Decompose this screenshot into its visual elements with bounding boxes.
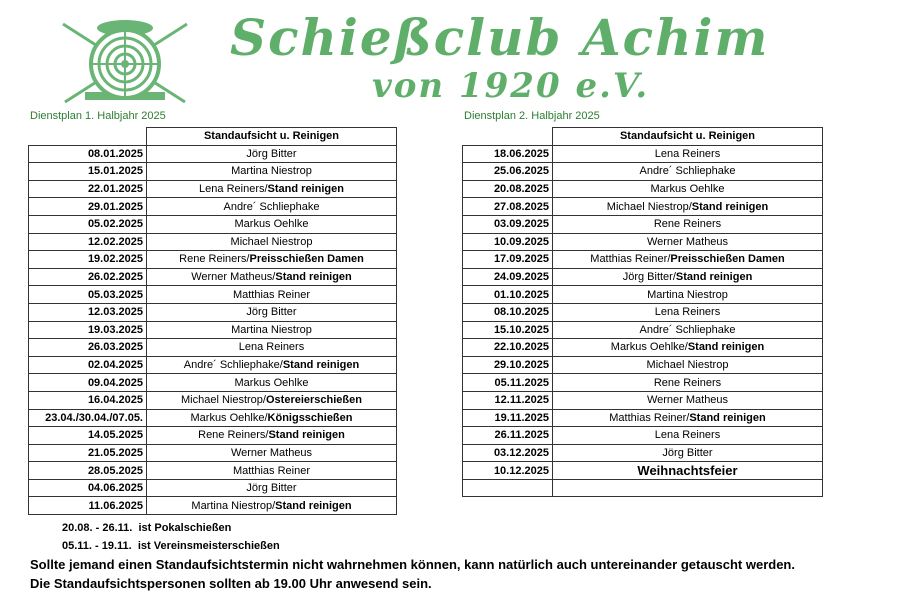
person-name: Lena Reiners	[654, 306, 721, 319]
footer-line: Die Standaufsichtspersonen sollten ab 19.00 Uhr anwesend sein.	[30, 576, 432, 591]
club-subtitle: von 1920 e.V.	[372, 66, 650, 106]
duty-cell	[147, 233, 397, 251]
table-row	[29, 479, 397, 497]
task-label: Stand reinigen	[268, 429, 345, 442]
person-name: Jörg Bitter	[662, 446, 713, 459]
duty-cell	[147, 409, 397, 427]
duty-cell	[553, 321, 823, 339]
duty-cell	[147, 163, 397, 181]
date-cell: 28.05.2025	[29, 462, 147, 480]
date-cell: 01.10.2025	[463, 286, 553, 304]
duty-cell	[553, 479, 823, 497]
person-name: Markus Oehlke	[650, 183, 725, 196]
table-row	[29, 374, 397, 392]
date-cell: 22.01.2025	[29, 180, 147, 198]
duty-cell	[553, 180, 823, 198]
date-cell: 12.02.2025	[29, 233, 147, 251]
date-cell: 08.01.2025	[29, 145, 147, 163]
header-spacer	[29, 128, 147, 146]
schedule-table-second-half	[462, 127, 823, 497]
task-label: Preisschießen Damen	[670, 253, 785, 266]
person-name: Rene Reiners	[653, 218, 722, 231]
date-cell: 05.11.2025	[463, 374, 553, 392]
duty-cell	[553, 391, 823, 409]
person-name: Rene Reiners/	[198, 429, 269, 442]
date-cell: 24.09.2025	[463, 268, 553, 286]
duty-cell	[553, 427, 823, 445]
duty-cell	[147, 268, 397, 286]
person-name: Martina Niestrop	[647, 288, 728, 301]
table-row	[463, 339, 823, 357]
duty-cell	[553, 462, 823, 480]
date-cell: 14.05.2025	[29, 427, 147, 445]
date-cell: 08.10.2025	[463, 303, 553, 321]
date-cell: 26.03.2025	[29, 339, 147, 357]
date-cell: 12.03.2025	[29, 303, 147, 321]
date-cell: 15.01.2025	[29, 163, 147, 181]
date-cell: 18.06.2025	[463, 145, 553, 163]
duty-cell	[147, 198, 397, 216]
date-cell: 26.02.2025	[29, 268, 147, 286]
duty-cell	[147, 321, 397, 339]
task-label: Stand reinigen	[687, 341, 765, 354]
note-line: 05.11. - 19.11. ist Vereinsmeisterschießen	[62, 540, 280, 552]
person-name: Andre´ Schliephake	[639, 323, 736, 336]
date-cell: 29.10.2025	[463, 356, 553, 374]
person-name: Lena Reiners/	[199, 183, 268, 196]
person-name: Markus Oehlke	[234, 218, 309, 231]
date-cell: 12.11.2025	[463, 391, 553, 409]
table-row	[29, 303, 397, 321]
person-name: Martina Niestrop	[231, 323, 312, 336]
duty-cell	[553, 215, 823, 233]
person-name: Lena Reiners	[654, 147, 721, 160]
notes	[62, 519, 280, 555]
duty-cell	[147, 374, 397, 392]
duty-cell	[147, 497, 397, 515]
date-cell: 10.12.2025	[463, 462, 553, 480]
person-name: Matthias Reiner	[232, 464, 311, 477]
date-cell: 19.03.2025	[29, 321, 147, 339]
table-row	[29, 180, 397, 198]
schedule-table-first-half	[28, 127, 397, 515]
duty-cell	[553, 163, 823, 181]
person-name: Jörg Bitter	[246, 482, 297, 495]
duty-cell	[147, 180, 397, 198]
table-row	[29, 268, 397, 286]
duty-cell	[553, 145, 823, 163]
date-cell	[463, 479, 553, 497]
date-cell: 20.08.2025	[463, 180, 553, 198]
duty-cell	[147, 444, 397, 462]
table-row	[463, 303, 823, 321]
table-row	[29, 462, 397, 480]
duty-cell	[147, 479, 397, 497]
table-row	[463, 268, 823, 286]
column-header: Standaufsicht u. Reinigen	[147, 128, 397, 146]
duty-cell	[553, 409, 823, 427]
duty-cell	[553, 444, 823, 462]
person-name: Werner Matheus	[230, 446, 313, 459]
duty-cell	[147, 427, 397, 445]
person-name: Matthias Reiner/	[590, 253, 671, 266]
right-caption: Dienstplan 2. Halbjahr 2025	[464, 110, 600, 122]
table-row	[463, 427, 823, 445]
person-name: Markus Oehlke/	[190, 411, 268, 424]
table-row	[463, 479, 823, 497]
table-row	[463, 233, 823, 251]
table-row	[463, 163, 823, 181]
date-cell: 27.08.2025	[463, 198, 553, 216]
person-name: Andre´ Schliephake/	[183, 359, 283, 372]
date-cell: 05.02.2025	[29, 215, 147, 233]
duty-cell	[553, 339, 823, 357]
date-cell: 21.05.2025	[29, 444, 147, 462]
date-cell: 11.06.2025	[29, 497, 147, 515]
person-name: Michael Niestrop	[646, 359, 729, 372]
table-row	[29, 391, 397, 409]
date-cell: 03.09.2025	[463, 215, 553, 233]
table-row	[463, 145, 823, 163]
task-label: Stand reinigen	[275, 499, 352, 512]
date-cell: 05.03.2025	[29, 286, 147, 304]
duty-cell	[147, 303, 397, 321]
note-line: 20.08. - 26.11. ist Pokalschießen	[62, 522, 232, 534]
person-name: Andre´ Schliephake	[223, 200, 320, 213]
table-row	[29, 251, 397, 269]
date-cell: 02.04.2025	[29, 356, 147, 374]
date-cell: 29.01.2025	[29, 198, 147, 216]
date-cell: 17.09.2025	[463, 251, 553, 269]
date-cell: 10.09.2025	[463, 233, 553, 251]
table-row	[463, 321, 823, 339]
person-name: Michael Niestrop	[230, 235, 313, 248]
person-name: Markus Oehlke	[234, 376, 309, 389]
footer-line: Sollte jemand einen Standaufsichtstermin nicht wahrnehmen können, kann natürlich auch untereinander getauscht werden.	[30, 557, 795, 572]
task-label: Stand reinigen	[267, 183, 344, 196]
footer	[30, 555, 795, 593]
club-title: Schießclub Achim	[230, 8, 770, 67]
duty-cell	[147, 391, 397, 409]
header-spacer	[463, 128, 553, 146]
person-name: Martina Niestrop/	[191, 499, 276, 512]
person-name: Michael Niestrop/	[606, 200, 692, 213]
table-row	[29, 339, 397, 357]
person-name: Matthias Reiner/	[609, 411, 690, 424]
duty-cell	[147, 462, 397, 480]
table-row	[29, 356, 397, 374]
duty-cell	[553, 303, 823, 321]
task-label: Preisschießen Damen	[249, 253, 364, 266]
task-label: Stand reinigen	[689, 411, 766, 424]
duty-cell	[553, 233, 823, 251]
duty-cell	[147, 145, 397, 163]
task-label: Stand reinigen	[282, 359, 360, 372]
table-row	[463, 251, 823, 269]
person-name: Lena Reiners	[238, 341, 305, 354]
table-row	[463, 198, 823, 216]
table-row	[29, 233, 397, 251]
table-row	[463, 462, 823, 480]
date-cell: 19.11.2025	[463, 409, 553, 427]
table-row	[463, 391, 823, 409]
table-row	[463, 286, 823, 304]
person-name: Werner Matheus/	[191, 271, 276, 284]
date-cell: 26.11.2025	[463, 427, 553, 445]
table-row	[29, 444, 397, 462]
date-cell: 15.10.2025	[463, 321, 553, 339]
date-cell: 25.06.2025	[463, 163, 553, 181]
table-row	[463, 356, 823, 374]
task-label: Ostereierschießen	[265, 394, 362, 407]
person-name: Rene Reiners/	[179, 253, 250, 266]
date-cell: 03.12.2025	[463, 444, 553, 462]
task-label: Weihnachtsfeier	[637, 462, 738, 478]
task-label: Stand reinigen	[275, 271, 352, 284]
date-cell: 16.04.2025	[29, 391, 147, 409]
task-label: Stand reinigen	[675, 271, 753, 284]
table-row	[463, 409, 823, 427]
duty-cell	[553, 198, 823, 216]
table-row	[29, 198, 397, 216]
column-header: Standaufsicht u. Reinigen	[553, 128, 823, 146]
table-row	[29, 497, 397, 515]
task-label: Stand reinigen	[691, 200, 769, 213]
table-row	[29, 145, 397, 163]
table-row	[29, 215, 397, 233]
duty-cell	[553, 286, 823, 304]
date-cell: 22.10.2025	[463, 339, 553, 357]
table-row	[29, 321, 397, 339]
duty-cell	[553, 356, 823, 374]
table-row	[29, 163, 397, 181]
date-cell: 04.06.2025	[29, 479, 147, 497]
duty-cell	[553, 374, 823, 392]
date-cell: 09.04.2025	[29, 374, 147, 392]
date-cell: 19.02.2025	[29, 251, 147, 269]
duty-cell	[147, 286, 397, 304]
person-name: Jörg Bitter	[246, 306, 297, 319]
duty-cell	[147, 339, 397, 357]
table-row	[463, 180, 823, 198]
left-caption: Dienstplan 1. Halbjahr 2025	[30, 110, 166, 122]
person-name: Matthias Reiner	[232, 288, 311, 301]
duty-cell	[147, 251, 397, 269]
person-name: Lena Reiners	[654, 429, 721, 442]
table-row	[463, 215, 823, 233]
person-name: Markus Oehlke/	[610, 341, 688, 354]
duty-cell	[553, 268, 823, 286]
person-name: Andre´ Schliephake	[639, 165, 736, 178]
duty-cell	[147, 356, 397, 374]
table-row	[463, 444, 823, 462]
table-row	[29, 427, 397, 445]
date-cell: 23.04./30.04./07.05.	[29, 409, 147, 427]
person-name: Werner Matheus	[646, 394, 729, 407]
person-name: Rene Reiners	[653, 376, 722, 389]
header-row	[29, 128, 397, 146]
person-name: Jörg Bitter	[246, 147, 297, 160]
club-crest-icon	[55, 14, 195, 109]
duty-cell	[147, 215, 397, 233]
header-row	[463, 128, 823, 146]
person-name: Jörg Bitter/	[622, 271, 676, 284]
duty-cell	[553, 251, 823, 269]
table-row	[29, 409, 397, 427]
person-name: Michael Niestrop/	[181, 394, 266, 407]
person-name: Martina Niestrop	[231, 165, 312, 178]
person-name: Werner Matheus	[646, 235, 729, 248]
table-row	[29, 286, 397, 304]
task-label: Königsschießen	[267, 411, 353, 424]
table-row	[463, 374, 823, 392]
